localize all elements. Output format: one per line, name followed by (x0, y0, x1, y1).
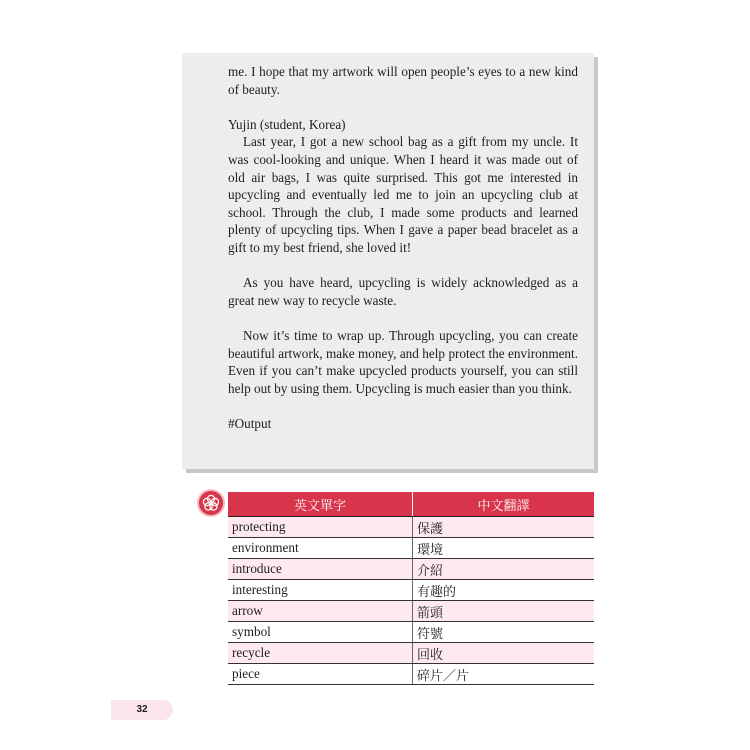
spacer (228, 309, 578, 327)
cell-english: interesting (228, 580, 413, 601)
vocabulary-table (228, 492, 594, 685)
header-chinese-translation: 中文翻譯 (413, 492, 595, 517)
cell-chinese: 有趣的 (413, 580, 595, 601)
table-row (228, 601, 594, 622)
cell-english: recycle (228, 643, 413, 664)
table-row (228, 538, 594, 559)
table-row (228, 622, 594, 643)
table-row (228, 559, 594, 580)
paragraph-3: As you have heard, upcycling is widely acknowledged as a great new way to recycle waste. (228, 275, 578, 308)
table-row (228, 517, 594, 538)
table-header-row (228, 492, 594, 517)
table-row (228, 664, 594, 685)
header-english-word: 英文單字 (228, 492, 413, 517)
page-number-tab: 32 (111, 700, 173, 720)
cell-chinese: 碎片／片 (413, 664, 595, 685)
output-tag: #Output (228, 415, 272, 431)
cell-english: protecting (228, 517, 413, 538)
table-row (228, 580, 594, 601)
speaker-label: Yujin (student, Korea) (228, 116, 346, 132)
paragraph-1: me. I hope that my artwork will open people’s eyes to a new kind of beauty. (228, 64, 578, 97)
cell-chinese: 符號 (413, 622, 595, 643)
cell-chinese: 介紹 (413, 559, 595, 580)
cell-english: environment (228, 538, 413, 559)
flower-icon (199, 491, 223, 515)
cell-english: piece (228, 664, 413, 685)
cell-english: introduce (228, 559, 413, 580)
spacer (228, 98, 578, 116)
spacer (228, 257, 578, 275)
cell-english: symbol (228, 622, 413, 643)
reading-text (228, 63, 578, 432)
cell-chinese: 保護 (413, 517, 595, 538)
cell-chinese: 回收 (413, 643, 595, 664)
reading-passage-box (182, 53, 594, 469)
paragraph-4: Now it’s time to wrap up. Through upcycling, you can create beautiful artwork, make money, and help protect the environment. Even if you can’t make upcycled products yourself, you can still help out by using them. Upcycling is much easier than you think. (228, 327, 578, 396)
cell-chinese: 環境 (413, 538, 595, 559)
cell-english: arrow (228, 601, 413, 622)
table-row (228, 643, 594, 664)
cell-chinese: 箭頭 (413, 601, 595, 622)
paragraph-2: Last year, I got a new school bag as a gift from my uncle. It was cool-looking and unique. When I heard it was made out of old air bags, I was quite surprised. This got me interested in upcycling and eventually led me to join an upcycling club at school. Through the club, I made some products and learned plenty of upcycling tips. When I gave a paper bead bracelet as a gift to my best friend, she loved it! (228, 134, 578, 255)
